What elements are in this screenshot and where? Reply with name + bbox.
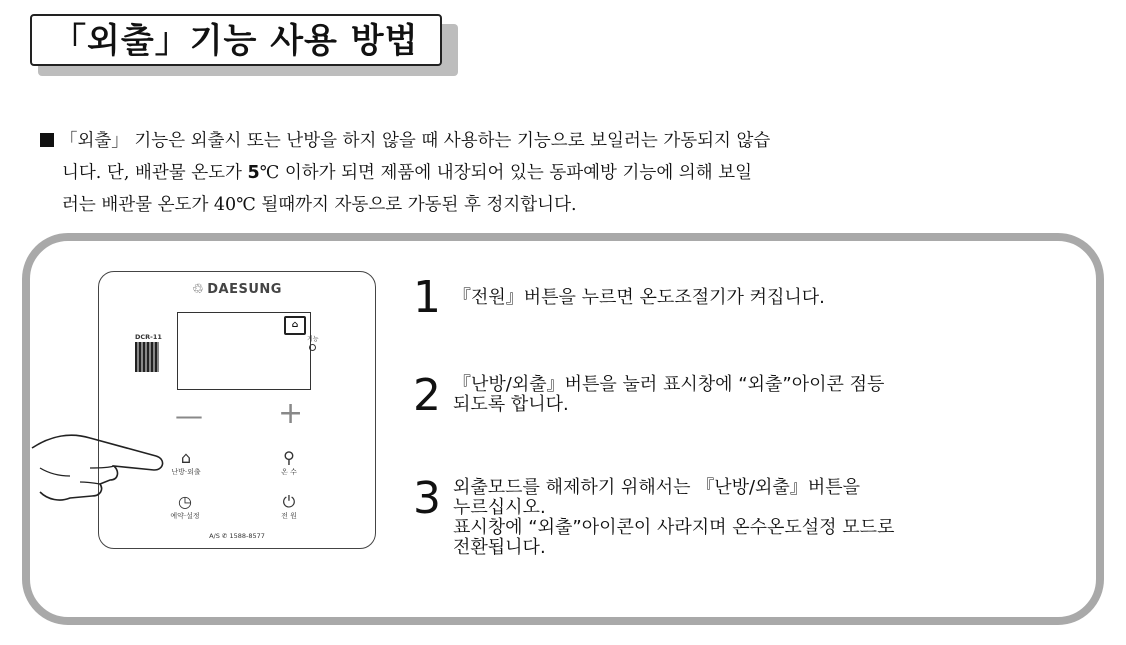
hot-water-button[interactable] xyxy=(269,448,309,477)
step-2-text xyxy=(453,375,884,415)
function-label: 기능 xyxy=(307,336,319,343)
step-3-line-1: 외출모드를 해제하기 위해서는 『난방/외출』버튼을 xyxy=(453,477,860,498)
heat-away-label: 난방·외출 xyxy=(171,468,201,476)
power-icon: ⏻ xyxy=(282,492,296,511)
step-3-text xyxy=(453,478,894,558)
heat-away-button[interactable] xyxy=(166,448,206,477)
brand-name: DAESUNG xyxy=(207,282,282,297)
page-title: 「외출」기능 사용 방법 xyxy=(52,21,419,61)
model-label: DCR-11 xyxy=(135,333,162,341)
step-2-line-2: 되도록 합니다. xyxy=(453,394,569,415)
step-3-number: 3 xyxy=(413,473,441,524)
intro-text-3: 러는 배관물 온도가 40℃ 될때까지 자동으로 가동된 후 정지합니다. xyxy=(62,195,577,215)
step-3-line-4: 전환됩니다. xyxy=(453,537,546,558)
function-indicator-icon xyxy=(309,344,316,351)
hot-water-label: 온 수 xyxy=(281,468,297,476)
step-3-line-3: 표시창에 “외출”아이콘이 사라지며 온수온도설정 모드로 xyxy=(453,517,895,538)
qr-code-icon xyxy=(135,342,159,372)
intro-temp-number: 5 xyxy=(247,163,260,183)
step-1-number: 1 xyxy=(413,272,441,323)
step-2-number: 2 xyxy=(413,370,441,421)
intro-text-2a: 니다. 단, 배관물 온도가 xyxy=(62,163,248,183)
step-1-line-1: 『전원』버튼을 누르면 온도조절기가 켜집니다. xyxy=(453,287,825,308)
faucet-icon: ⚲ xyxy=(283,448,295,467)
intro-line-1 xyxy=(40,125,1050,157)
reserve-setting-label: 예약·설정 xyxy=(170,512,200,520)
square-bullet-icon xyxy=(40,133,54,147)
pointing-hand-icon xyxy=(30,428,170,508)
power-label: 전 원 xyxy=(281,512,297,520)
brand-logo xyxy=(99,282,375,297)
intro-line-2 xyxy=(40,157,1050,189)
step-2-line-1: 『난방/외출』버튼을 눌러 표시창에 “외출”아이콘 점등 xyxy=(453,374,885,395)
away-mode-icon: ⌂ xyxy=(284,316,306,335)
step-3-line-2: 누르십시오. xyxy=(453,497,546,518)
minus-button[interactable]: — xyxy=(175,399,203,432)
plus-button[interactable]: + xyxy=(278,396,304,431)
house-icon: ⌂ xyxy=(180,448,192,467)
intro-text-1: 「외출」 기능은 외출시 또는 난방을 하지 않을 때 사용하는 기능으로 보일러는 가동되지 않습 xyxy=(60,131,771,151)
intro-line-3 xyxy=(40,189,1050,221)
step-1-text xyxy=(453,288,825,308)
clock-icon: ◷ xyxy=(178,492,192,511)
service-phone: A/S ✆ 1588-8577 xyxy=(209,532,265,540)
power-button[interactable] xyxy=(269,492,309,521)
intro-text-2b: ℃ 이하가 되면 제품에 내장되어 있는 동파예방 기능에 의해 보일 xyxy=(259,163,752,183)
brand-logo-icon: ♲ xyxy=(192,282,205,297)
display-screen xyxy=(177,312,311,390)
title-box xyxy=(30,14,442,66)
intro-paragraph xyxy=(40,125,1050,221)
